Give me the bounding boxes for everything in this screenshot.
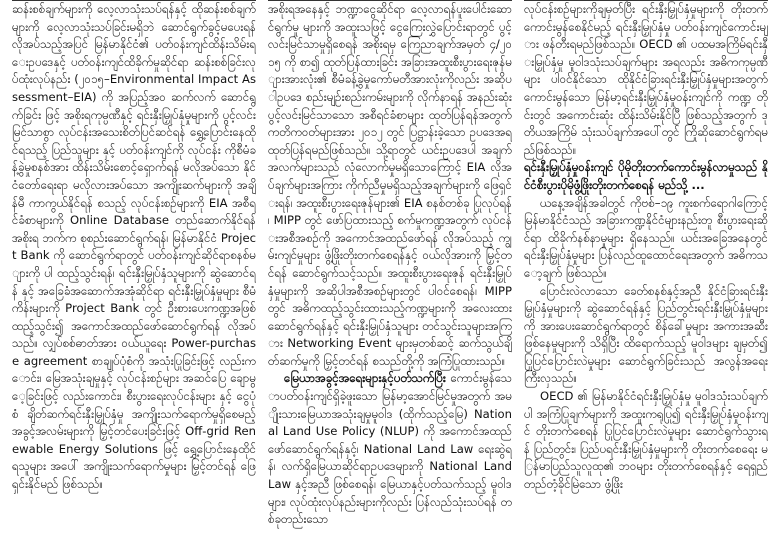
column-right <box>524 0 768 536</box>
section-heading: ရင်းနှီးမြှုပ်နှံမှုဝန်းကျင် ပိုမိုတိုးတက်ကောင်းမွန်လာမှုသည် နိုင်ငံစီးပွားပိုမိုဖွံ့ဖြိုးတိုးတက်စေရန် မည်သို့ ... <box>524 160 768 192</box>
paragraph: ယနေ့အချိန်အခါတွင် ကိုဗစ်–၁၉ ကူးစက်ရောဂါကြောင့် မြန်မာနိုင်ငံသည် အခြားကဏ္ဍနိုင်ငံများနည်းတူ စီးပွားရေးဆိုင်ရာ ထိခိုက်နစ်နာမှုများ ရှိနေသည်။ ယင်းအခြေအနေတွင် ရင်းနှီးမြှုပ်နှံမှုများ ပြန်လည်ထူထောင်ရေးအတွက် အဓိကသော့ချက် ဖြစ်သည်။ <box>524 195 768 280</box>
paragraph: အစိုးရအနေနှင့် ဘဏ္ဍာငွေဆိုင်ရာ လေ့လာရန်ပူးပေါင်းဆောင်ရွက်မှု များကို အထူးသဖြင့် ငွေကြေးလွှဲပြောင်းရာတွင် ပွင့်လင်းမြင်သာမှုရှိစေရန် အစိုးရမှ ကြေညာချက်အမှတ် ၄/၂၀၁၅ ကို စာ၍ ထုတ်ပြန်ထားခြင်း အခြားအထူးစီးပွားရေးဇုန်များအားလုံး၏ စီမံခန့်ခွဲမှုကော်မတီအားလုံးကိုလည်း အဆိုပါဥပဒေ စည်းမျဉ်းစည်းကမ်းများကို လိုက်နာရန် အနည်းဆုံး ပွင့်လင်းမြင်သာသော အစီရင်ခံစာများ ထုတ်ပြန်ရန်အတွက် ကတိကဝတ်များအား ၂၀၁၂ တွင် ပြဋ္ဌာန်းခဲ့သော ဥပဒေအရ ထုတ်ပြန်ရမည်ဖြစ်သည်။ သို့ရာတွင် ယင်းဥပဒေပါ အချက်အလက်များသည် လုံလောက်မှုမရှိသောကြောင့် EIA လိုအပ်ချက်များအကြား ကိုက်ညီမှုမရှိသည့်အချက်များကို ဖြေရှင်းရန်၊ အထူးစီးပွားရေးဇုန်များ၏ EIA စနစ်တစ်ခု ပြုလုပ်ရန်၊ MIPP တွင် ဖော်ပြထားသည့် စက်မှုကဏ္ဍအတွက် လုပ်ငန်းအစီအစဉ်ကို အကောင်အထည်ဖော်ရန် လိုအပ်သည့် ကျွမ်းကျင်မှုများ ဖွံ့ဖြိုးတိုးတက်စေရန်နှင့် ဝယ်လိုအားကို မြှင့်တင်ရန် ဆောင်ရွက်သင့်သည်။ အထူးစီးပွားရေးဇုန် ရင်းနှီးမြှုပ်နှံမှုများကို အဆိုပါအစီအစဉ်များတွင် ပါဝင်စေရန်၊ MIPP တွင် အဓိကထည့်သွင်းထားသည့်ကဏ္ဍများကို အလေးထားဆောင်ရွက်ရန်နှင့် ရင်းနှီးမြှုပ်နှံသူများ တင်သွင်းသူများအကြား Networking Event များမှတစ်ဆင့် ဆက်သွယ်ချိတ်ဆက်မှုကို မြှင့်တင်ရန် စသည်တို့ကို အကြံပြုထားသည်။ <box>268 2 512 368</box>
paragraph-text: ကောင်းမွန်သောပတ်ဝန်းကျင်ရှိခဲ့ဖူးသော မြန်မာ့အောင်မြင်မှုအတွက် အမျိုးသားမြေယာအသုံးချမှုမူဝါဒ (ထိုက်သည့်မြေ) National Land Use Policy (NLUP) ကို အကောင်အထည်ဖော်ဆောင်ရွက်ရန်နှင့်၊ National Land Law ရေးဆွဲရန်၊ လက်ရှိမြေယာဆိုင်ရာဥပဒေများကို National Land Law နှင့်အညီ ဖြစ်စေရန်၊ မြေယာနှင့်ပတ်သက်သည့် မူဝါဒများ၊ လုပ်ထုံးလုပ်နည်းများကိုလည်း ပြန်လည်သုံးသပ်ရန် တစ်ခုတည်းသော <box>268 371 512 527</box>
column-left <box>12 0 256 536</box>
paragraph-lead-bold: မြေယာအခွင့်အရေးများနှင့်ပတ်သက်ပြီး <box>284 371 446 386</box>
paragraph: လုပ်ငန်းစဉ်များကိုချမှတ်ပြီး ရင်းနှီးမြှုပ်နှံမှုများကို တိုးတက်ကောင်းမွန်စေနိုင်မည့် ရင်းနှီးမြှုပ်နှံမှု ပတ်ဝန်းကျင်ကောင်းများ ဖန်တီးရမည်ဖြစ်သည်။ OECD ၏ ပထမအကြိမ်ရင်းနှီးမြှုပ်နှံမှု မူဝါဒသုံးသပ်ချက်များ အရလည်း အဓိကကုမ္ပဏီများ ပါဝင်နိုင်သော ထိုနိုင်ငံခြားရင်းနှီးမြှုပ်နှံမှုများအတွက် ကောင်းမွန်သော မြန်မာ့ရင်းနှီးမြှုပ်နှံမှုဝန်းကျင်ကို ကဏ္ဍ တိုင်းတွင် အကောင်းဆုံး ထိန်းသိမ်းနိုင်ပြီ ဖြစ်သည့်အတွက် ဒုတိယအကြိမ် သုံးသပ်ချက်အပေါ်တွင် ကြိုဆိုဆောင်ရွက်ရမည်ဖြစ်သည်။ <box>524 2 768 157</box>
paragraph: OECD ၏ မြန်မာနိုင်ငံရင်းနှီးမြှုပ်နှံမှု မူဝါဒသုံးသပ်ချက်ပါ အကြံပြုချက်များကို အထူးကရုပြု၍ ရင်းနှီးမြှုပ်နှံမှုဝန်းကျင် တိုးတက်စေရန် ပြုပြင်ပြောင်းလဲမှုများ ဆောင်ရွက်သွားရန် ပြည်တွင်း၊ ပြည်ပရင်းနှီးမြှုပ်နှံမှုများကို တိုးတက်စေရေး မြန်မာပြည်သူလူထု၏ ဘဝများ တိုးတက်စေရန်နှင့် ရေရှည်တည်တံ့ခိုင်မြဲသော ဖွံ့ဖြိုး <box>524 389 768 492</box>
paragraph: ဆန်းစစ်ချက်များကို လေ့လာသုံးသပ်ရန်နှင့် ထိုဆန်းစစ်ချက်များကို လေ့လာသုံးသပ်ခြင်းမရှိဘဲ ဆောင်ရွက်ခွင့်မပေးရန် လိုအပ်သည့်အပြင် မြန်မာနိုင်ငံ၏ ပတ်ဝန်းကျင်ထိန်းသိမ်းရေးဥပဒေနှင့် ပတ်ဝန်းကျင်ထိခိုက်မှုဆိုင်ရာ ဆန်းစစ်ခြင်းလုပ်ထုံးလုပ်နည်း (၂၀၁၅–Environmental Impact Assessment–EIA) ကို အပြည့်အဝ ဆက်လက် ဆောင်ရွက်ခြင်း ဖြင့် အစိုးရကုမ္ပဏီနှင့် ရင်းနှီးမြှုပ်နှံမှုများကို ပွင့်လင်းမြင်သာစွာ လုပ်ငန်းအသေးစိတ်ပြင်ဆင်ရန် ရွှေ့ပြောင်းနေထိုင်ရသည့် ပြည်သူများ နှင့် ပတ်ဝန်းကျင်ကို လုပ်ငန်း ကိုစီမံခန့်ခွဲမှုစနစ်အား ထိန်းသိမ်းစောင့်ရှောက်ရန် မလိုအပ်သော နိုင်ငံတော်ရေးရာ မလိုလားအပ်သော အကျိုးဆက်များကို အချိန်မီ ကာကွယ်နိုင်ရန် စသည့် လုပ်ငန်းစဉ်များကို EIA အစီရင်ခံစာများကို Online Database တည်ဆောက်နိုင်ရန် အစိုးရ ဘက်က စုစည်းဆောင်ရွက်ရန်၊ မြန်မာနိုင်ငံ Project Bank ကို ဆောင်ရွက်ရာတွင် ပတ်ဝန်းကျင်ဆိုင်ရာစနစ်များကို ပါ ထည့်သွင်းရန်၊ ရင်းနှီးမြှုပ်နှံသူများကို ဆွဲဆောင်ရန် နှင့် အခြေခံအဆောက်အအုံဆိုင်ရာ ရင်းနှီးမြှုပ်နှံမှုများ စီမံကိန်းများကို Project Bank တွင် ဦးစားပေးကဏ္ဍအဖြစ် ထည့်သွင်း၍ အကောင်အထည်ဖော်ဆောင်ရွက်ရန် လိုအပ်သည်။ လျှပ်စစ်ဓာတ်အား ဝယ်ယူရေး Power-purchase agreement စာချုပ်ပုံစံကို အသုံးပြုခြင်းဖြင့် လည်းကောင်း၊ မြေအသုံးချမှုနှင့် လုပ်ငန်းစဉ်များ အဆင်ပြေ ချောမွေ့ခြင်းဖြင့် လည်းကောင်း၊ စီးပွားရေးလုပ်ငန်းများ နှင့် ငွေပုံစံ ချိတ်ဆက်ရင်းနှီးမြှုပ်နှံမှု အကျိုးသက်ရောက်မှုရှိစေမည့် အခွင့်အလမ်းများကို မြှင့်တင်ပေးခြင်းဖြင့် Off-grid Renewable Energy Solutions ဖြင့် ရွှေ့ပြောင်းနေထိုင်ရသူများ အပေါ် အကျိုးသက်ရောက်မှုများ မြှင့်တင်ရန် ဖြေရှင်းနိုင်မည် ဖြစ်သည်။ <box>12 2 256 492</box>
paragraph-land-rights <box>268 370 512 528</box>
column-middle <box>268 0 512 536</box>
paragraph: ပြောင်းလဲလာသော ခေတ်စနစ်နှင့်အညီ နိုင်ငံခြားရင်းနှီးမြှုပ်နှံမှုများကို ဆွဲဆောင်ရန်နှင့် ပြည်တွင်းရင်းနှီးမြှုပ်နှံမှုများကို အားပေးဆောင်ရွက်ရာတွင် စိန်ခေါ်မှုများ အကားအဆီးဖြစ်နေမှုများကို သိရှိပြီး ထိရောက်သည့် မူဝါဒများ ချမှတ်၍ ပြုပြင်ပြောင်းလဲမှုများ ဆောင်ရွက်ခြင်းသည် အလွန်အရေးကြီးလှသည်။ <box>524 283 768 386</box>
